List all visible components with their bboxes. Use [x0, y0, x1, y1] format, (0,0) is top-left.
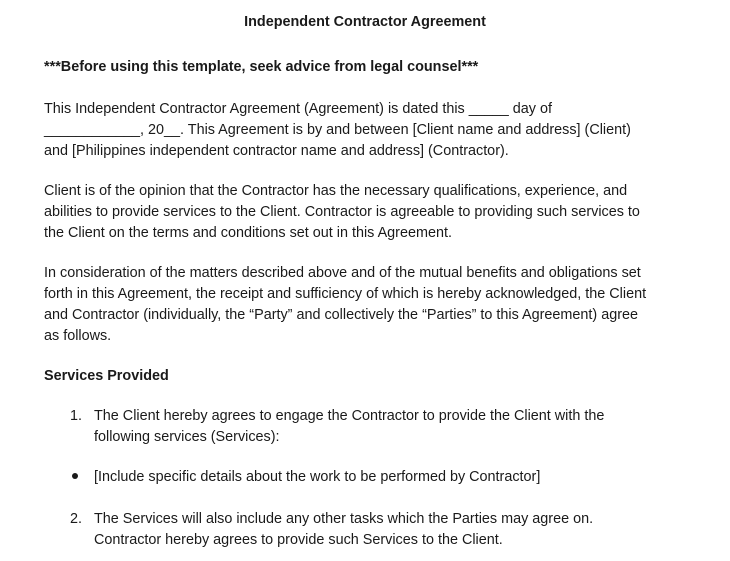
item-line: The Client hereby agrees to engage the Contractor to provide the Client with the	[94, 408, 605, 424]
item-number: 1.	[70, 408, 83, 424]
bullet-text: [Include specific details about the work to be performed by Contractor]	[94, 469, 541, 485]
paragraph-line: the Client on the terms and conditions set out in this Agreement.	[44, 225, 452, 241]
paragraph-line: Client is of the opinion that the Contractor has the necessary qualifications, experience, and	[44, 183, 628, 199]
item-line: following services (Services):	[94, 429, 280, 445]
paragraph-line: abilities to provide services to the Client. Contractor is agreeable to providing such services to	[44, 204, 640, 220]
paragraph-line: This Independent Contractor Agreement (Agreement) is dated this _____ day of	[44, 101, 552, 117]
item-line: The Services will also include any other tasks which the Parties may agree on.	[94, 511, 594, 527]
section-heading-services: Services Provided	[44, 368, 169, 384]
paragraph-line: and [Philippines independent contractor name and address] (Contractor).	[44, 143, 509, 159]
paragraph-line: forth in this Agreement, the receipt and sufficiency of which is hereby acknowledged, the Client	[44, 286, 647, 302]
item-number: 2.	[70, 511, 83, 527]
paragraph-line: ____________, 20__. This Agreement is by and between [Client name and address] (Client)	[44, 122, 631, 138]
legal-warning: ***Before using this template, seek advice from legal counsel***	[44, 59, 479, 75]
document-title: Independent Contractor Agreement	[244, 14, 486, 30]
bullet-icon	[72, 473, 78, 479]
paragraph-line: and Contractor (individually, the “Party” and collectively the “Parties” to this Agreement) agree	[44, 307, 639, 323]
paragraph-line: In consideration of the matters described above and of the mutual benefits and obligations set	[44, 265, 641, 281]
item-line: Contractor hereby agrees to provide such Services to the Client.	[94, 532, 503, 548]
paragraph-line: as follows.	[44, 328, 112, 344]
